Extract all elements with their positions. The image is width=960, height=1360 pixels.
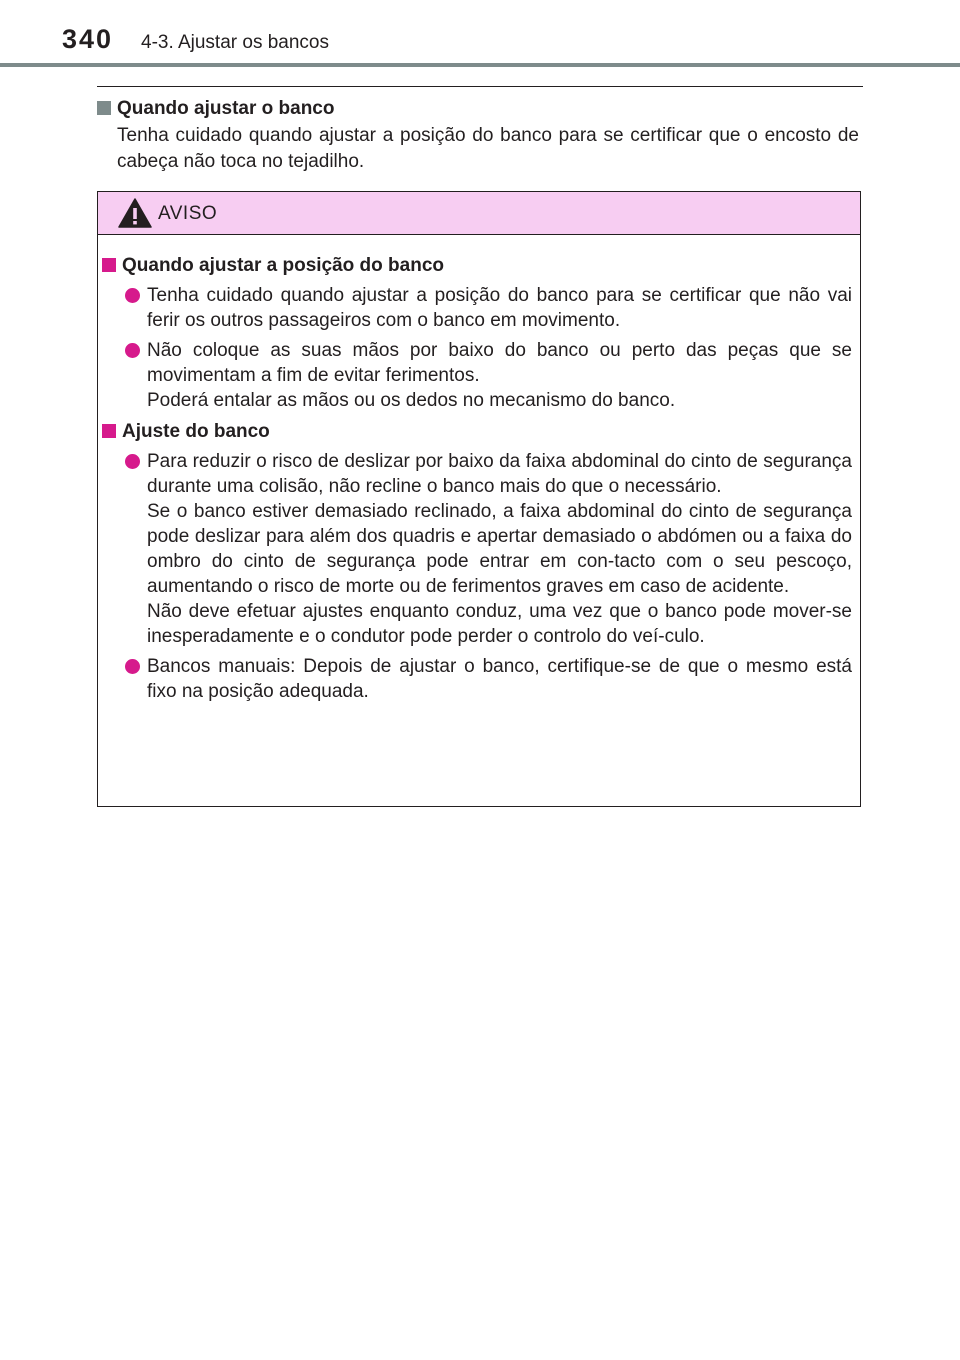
warning-section-heading [102,253,852,278]
warning-triangle-icon [118,198,152,228]
note-text: Tenha cuidado quando ajustar a posição do banco para se certificar que o encosto de cabeça não toca no tejadilho. [117,125,859,172]
note-heading-text: Quando ajustar o banco [117,98,335,119]
page-number: 340 [62,24,114,54]
section-title: 4-3. Ajustar os bancos [141,32,329,53]
list-item [102,449,852,649]
page-header [0,0,960,70]
list-item-text: Não coloque as suas mãos por baixo do banco ou perto das peças que se movimentam a fim de evitar ferimentos. [147,340,852,386]
square-bullet-icon [102,424,116,438]
header-divider [0,63,960,67]
list-item [102,654,852,704]
note-section [97,96,859,175]
square-bullet-icon [102,258,116,272]
list-item-text: Bancos manuais: Depois de ajustar o banco, certifique-se de que o mesmo está fixo na posição adequada. [147,656,852,702]
warning-header [98,192,860,235]
round-bullet-icon [125,288,140,303]
warning-section-heading-text: Quando ajustar a posição do banco [122,255,444,276]
list-item-text: Tenha cuidado quando ajustar a posição do banco para se certificar que não vai ferir os outros passageiros com o banco em movimento. [147,285,852,331]
list-item-text: Se o banco estiver demasiado reclinado, a faixa abdominal do cinto de segurança pode deslizar para além dos quadris e apertar demasiado o abdómen ou a faixa do ombro do cinto de segurança pode entrar em con-tacto com o seu pescoço, aumentando o risco de morte ou de ferimentos graves em caso de acidente. [147,501,852,597]
warning-box [97,191,861,807]
warning-body [98,235,860,704]
list-item-text: Para reduzir o risco de deslizar por baixo da faixa abdominal do cinto de segurança durante uma colisão, não recline o banco mais do que o necessário. [147,451,852,497]
round-bullet-icon [125,659,140,674]
list-item-text: Não deve efetuar ajustes enquanto conduz, uma vez que o banco pode mover-se inesperadamente e o condutor pode perder o controlo do veí-culo. [147,601,852,647]
list-item-text: Poderá entalar as mãos ou os dedos no mecanismo do banco. [147,390,676,411]
round-bullet-icon [125,343,140,358]
content-divider [97,86,863,87]
round-bullet-icon [125,454,140,469]
list-item [102,338,852,413]
list-item [102,283,852,333]
note-heading [97,96,859,121]
warning-section-heading [102,419,852,444]
square-bullet-icon [97,101,111,115]
warning-section-heading-text: Ajuste do banco [122,421,270,442]
warning-title: AVISO [158,203,218,224]
